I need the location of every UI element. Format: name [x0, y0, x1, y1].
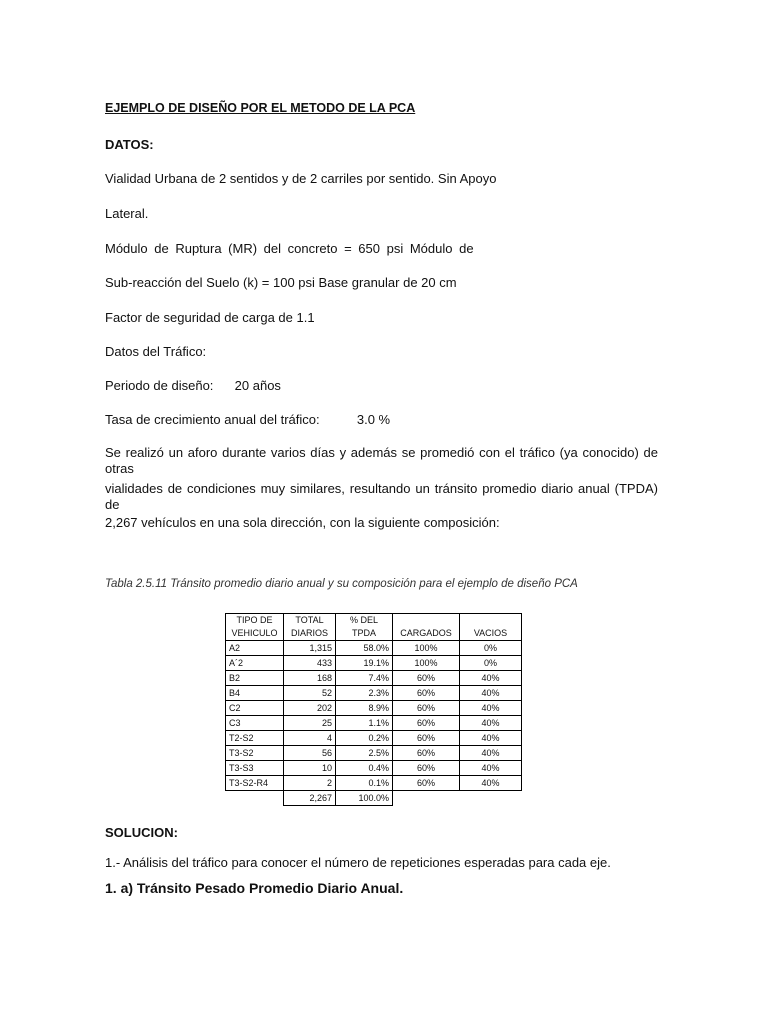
- cell-vacios: 40%: [460, 716, 522, 731]
- cell-vacios: 0%: [460, 656, 522, 671]
- cell-cargados: 100%: [393, 656, 460, 671]
- cell-vacios: 40%: [460, 776, 522, 791]
- cell-total: 2: [284, 776, 336, 791]
- paragraph-line: 2,267 vehículos en una sola dirección, con la siguiente composición:: [105, 515, 500, 530]
- periodo-label: Periodo de diseño:: [105, 378, 214, 393]
- table-row: [226, 776, 523, 791]
- cell-tpda: 7.4%: [336, 671, 393, 686]
- cell-tpda: 2.3%: [336, 686, 393, 701]
- cell-tipo: B2: [226, 671, 284, 686]
- cell-total: 202: [284, 701, 336, 716]
- datos-heading: DATOS:: [105, 137, 154, 152]
- table-row: [226, 701, 523, 716]
- cell-tpda: 0.1%: [336, 776, 393, 791]
- cell-tipo: T2-S2: [226, 731, 284, 746]
- cell-tpda: 19.1%: [336, 656, 393, 671]
- cell-vacios: 40%: [460, 731, 522, 746]
- cell-cargados: 60%: [393, 686, 460, 701]
- cell-total: 52: [284, 686, 336, 701]
- header-cargados: CARGADOS: [393, 614, 460, 641]
- cell-vacios: 0%: [460, 641, 522, 656]
- table-row: [226, 731, 523, 746]
- header-vacios: VACIOS: [460, 614, 522, 641]
- step1a-text: 1. a) Tránsito Pesado Promedio Diario Anual.: [105, 880, 404, 896]
- cell-tipo: A´2: [226, 656, 284, 671]
- tasa-label: Tasa de crecimiento anual del tráfico:: [105, 412, 320, 427]
- cell-tipo: C2: [226, 701, 284, 716]
- cell-cargados: 60%: [393, 776, 460, 791]
- text-line: Vialidad Urbana de 2 sentidos y de 2 carriles por sentido. Sin Apoyo: [105, 171, 497, 186]
- header-tpda: [336, 614, 393, 641]
- cell-total: 433: [284, 656, 336, 671]
- table-row: [226, 746, 523, 761]
- header-total: [284, 614, 336, 641]
- cell-tipo: T3-S2: [226, 746, 284, 761]
- cell-cargados: 100%: [393, 641, 460, 656]
- table-row: [226, 641, 523, 656]
- header-tipo-line2: VEHICULO: [231, 628, 278, 638]
- text-line: Módulo de Ruptura (MR) del concreto = 650 psi Módulo de: [105, 241, 474, 256]
- text-line: Factor de seguridad de carga de 1.1: [105, 310, 315, 325]
- cell-tpda: 8.9%: [336, 701, 393, 716]
- total-diarios: 2,267: [284, 791, 336, 806]
- header-total-line1: TOTAL: [295, 615, 324, 625]
- table-row: [226, 761, 523, 776]
- cell-vacios: 40%: [460, 701, 522, 716]
- text-line: Lateral.: [105, 206, 149, 221]
- cell-tipo: B4: [226, 686, 284, 701]
- text-line: Sub-reacción del Suelo (k) = 100 psi Base granular de 20 cm: [105, 275, 457, 290]
- tasa-row: [105, 412, 390, 428]
- cell-tipo: A2: [226, 641, 284, 656]
- header-tipo-line1: TIPO DE: [236, 615, 273, 625]
- table-row: [226, 716, 523, 731]
- cell-total: 56: [284, 746, 336, 761]
- header-tipo: [226, 614, 284, 641]
- header-tpda-line2: TPDA: [351, 628, 376, 638]
- paragraph-line: vialidades de condiciones muy similares, resultando un tránsito promedio diario anual (TPDA) de: [105, 481, 658, 512]
- text-line: Datos del Tráfico:: [105, 344, 207, 359]
- cell-tpda: 58.0%: [336, 641, 393, 656]
- periodo-value: 20 años: [234, 378, 281, 393]
- solucion-heading: SOLUCION:: [105, 825, 178, 840]
- cell-total: 10: [284, 761, 336, 776]
- table-row: [226, 656, 523, 671]
- cell-cargados: 60%: [393, 701, 460, 716]
- cell-cargados: 60%: [393, 731, 460, 746]
- cell-total: 1,315: [284, 641, 336, 656]
- cell-tipo: T3-S3: [226, 761, 284, 776]
- periodo-row: [105, 378, 281, 394]
- cell-vacios: 40%: [460, 746, 522, 761]
- table-row: [226, 686, 523, 701]
- cell-vacios: 40%: [460, 671, 522, 686]
- cell-tpda: 0.2%: [336, 731, 393, 746]
- traffic-table: [225, 613, 523, 806]
- cell-cargados: 60%: [393, 746, 460, 761]
- total-blank-cell: [226, 791, 284, 806]
- cell-total: 4: [284, 731, 336, 746]
- table-total-row: [226, 791, 523, 806]
- table-caption: Tabla 2.5.11 Tránsito promedio diario anual y su composición para el ejemplo de diseño PCA: [105, 578, 578, 590]
- cell-tipo: T3-S2-R4: [226, 776, 284, 791]
- header-tpda-line1: % DEL: [349, 615, 378, 625]
- cell-vacios: 40%: [460, 761, 522, 776]
- cell-tpda: 0.4%: [336, 761, 393, 776]
- paragraph-line: Se realizó un aforo durante varios días y además se promedió con el tráfico (ya conocido) de otras: [105, 445, 658, 476]
- table-row: [226, 671, 523, 686]
- cell-total: 168: [284, 671, 336, 686]
- cell-vacios: 40%: [460, 686, 522, 701]
- document-title: EJEMPLO DE DISEÑO POR EL METODO DE LA PCA: [105, 101, 416, 115]
- cell-tipo: C3: [226, 716, 284, 731]
- header-total-line2: DIARIOS: [290, 628, 328, 638]
- cell-tpda: 2.5%: [336, 746, 393, 761]
- cell-total: 25: [284, 716, 336, 731]
- cell-cargados: 60%: [393, 671, 460, 686]
- step1-text: 1.- Análisis del tráfico para conocer el número de repeticiones esperadas para cada eje.: [105, 855, 611, 870]
- cell-cargados: 60%: [393, 716, 460, 731]
- cell-tpda: 1.1%: [336, 716, 393, 731]
- tasa-value: 3.0 %: [356, 412, 391, 427]
- cell-cargados: 60%: [393, 761, 460, 776]
- total-tpda: 100.0%: [336, 791, 393, 806]
